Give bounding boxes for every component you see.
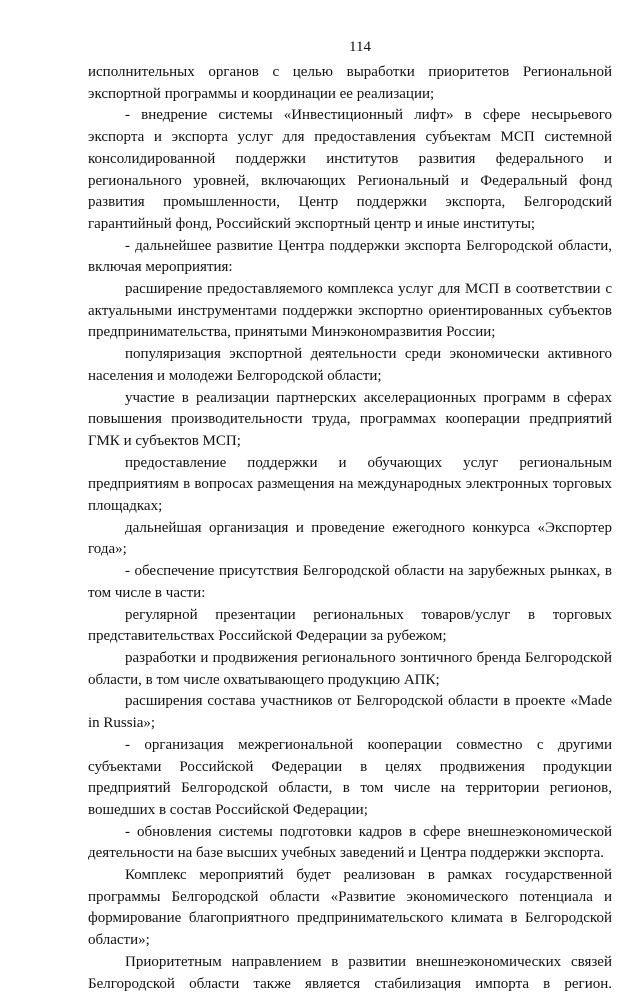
paragraph: расширения состава участников от Белгородской области в проекте «Made in Russia»;: [88, 693, 612, 732]
paragraph: участие в реализации партнерских акселерационных программ в сферах повышения производительности труда, программах кооперации предприятий ГМК и субъектов МСП;: [88, 389, 612, 449]
paragraph: расширение предоставляемого комплекса услуг для МСП в соответствии с актуальными инструментами поддержки экспортно ориентированных субъектов предпринимательства, принятыми Минэкономразвития России;: [88, 281, 612, 341]
paragraph: Комплекс мероприятий будет реализован в рамках государственной программы Белгородской области «Развитие экономического потенциала и формирование благоприятного предпринимательского климата в Белгородской области»;: [88, 867, 612, 949]
paragraph: - обновления системы подготовки кадров в сфере внешнеэкономической деятельности на базе высших учебных заведений и Центра поддержки экспорта.: [88, 823, 612, 862]
paragraph: исполнительных органов с целью выработки приоритетов Региональной экспортной программы и координации ее реализации;: [88, 64, 612, 102]
paragraph: - дальнейшее развитие Центра поддержки экспорта Белгородской области, включая мероприятия:: [88, 237, 612, 276]
paragraph: предоставление поддержки и обучающих услуг региональным предприятиям в вопросах размещения на международных электронных торговых площадках;: [88, 454, 612, 515]
document-page: [88, 38, 612, 995]
paragraph: - организация межрегиональной кооперации совместно с другими субъектами Российской Федерации в целях продвижения продукции предприятий Белгородской области, в том числе на территории регионов, вошедших в состав Российской Федерации;: [88, 736, 612, 818]
paragraph: регулярной презентации региональных товаров/услуг в торговых представительствах Российской Федерации за рубежом;: [88, 606, 612, 645]
paragraph: дальнейшая организация и проведение ежегодного конкурса «Экспортер года»;: [88, 519, 612, 558]
document-body: [88, 62, 612, 995]
paragraph: популяризация экспортной деятельности среди экономически активного населения и молодежи Белгородской области;: [88, 346, 612, 384]
paragraph: - обеспечение присутствия Белгородской области на зарубежных рынках, в том числе в части:: [88, 563, 612, 601]
paragraph: разработки и продвижения регионального зонтичного бренда Белгородской области, в том числе охватывающего продукцию АПК;: [88, 649, 612, 688]
paragraph: - внедрение системы «Инвестиционный лифт» в сфере несырьевого экспорта и экспорта услуг для предоставления субъектам МСП системной консолидированной поддержки институтов развития федерального и регионального уровней, включающих Региональный и Федеральный фонд развития промышленности, Центр поддержки экспорта, Белгородский гарантийный фонд, Российский экспортный центр и иные институты;: [88, 107, 612, 232]
paragraph: Приоритетным направлением в развитии внешнеэкономических связей Белгородской области также является стабилизация импорта в регион.: [88, 953, 612, 992]
page-number: 114: [349, 39, 371, 55]
